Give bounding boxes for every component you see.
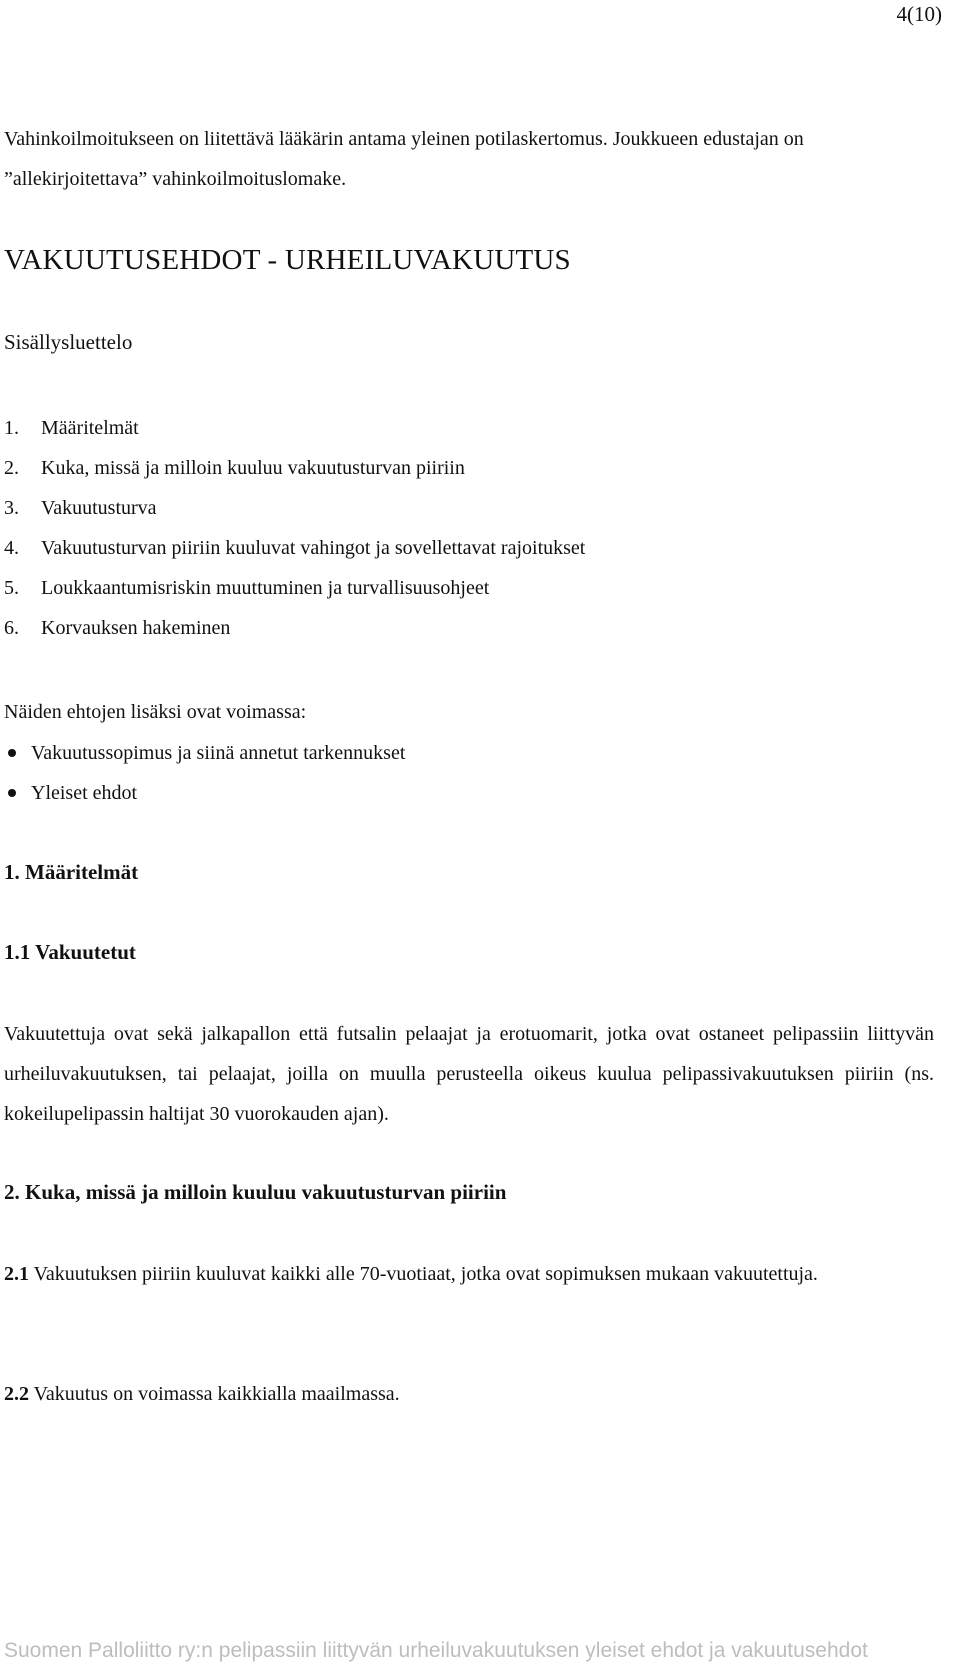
- additional-terms-list: [4, 733, 405, 813]
- list-item-label: Yleiset ehdot: [31, 782, 138, 804]
- toc-item-number: 6.: [4, 617, 19, 639]
- toc-item-number: 3.: [4, 497, 19, 519]
- toc-item-number: 4.: [4, 537, 19, 559]
- clause-text: Vakuutus on voimassa kaikkialla maailmassa.: [33, 1383, 400, 1405]
- toc-item: [4, 408, 585, 448]
- toc-item-label: Kuka, missä ja milloin kuuluu vakuutusturvan piiriin: [41, 457, 465, 479]
- clause-number: 2.2: [4, 1383, 29, 1405]
- section-heading: 2. Kuka, missä ja milloin kuuluu vakuutusturvan piiriin: [4, 1180, 507, 1204]
- clause-paragraph: [4, 1254, 934, 1294]
- insured-definition-paragraph: Vakuutettuja ovat sekä jalkapallon että futsalin pelaajat ja erotuomarit, jotka ovat ostaneet pelipassiin liittyvän urheiluvakuutuksen, tai pelaajat, joilla on muulla perusteella oikeus kuulua pelipassivakuutuksen piiriin (ns. kokeilupelipassin haltijat 30 vuorokauden ajan).: [4, 1023, 934, 1125]
- toc-item-label: Korvauksen hakeminen: [41, 617, 231, 639]
- toc-item-number: 5.: [4, 577, 19, 599]
- page-footer: Suomen Palloliitto ry:n pelipassiin liittyvän urheiluvakuutuksen yleiset ehdot ja vakuutusehdot: [4, 1639, 868, 1662]
- list-item: [4, 733, 405, 773]
- list-item: [4, 773, 405, 813]
- toc-item-number: 2.: [4, 457, 19, 479]
- toc-item: [4, 528, 585, 568]
- toc-item: [4, 448, 585, 488]
- additional-terms-intro: Näiden ehtojen lisäksi ovat voimassa:: [4, 701, 307, 723]
- subsection-heading: 1.1 Vakuutetut: [4, 940, 136, 964]
- toc-item-label: Vakuutusturvan piiriin kuuluvat vahingot ja sovellettavat rajoitukset: [41, 537, 586, 559]
- clause-paragraph: [4, 1374, 934, 1414]
- toc-item: [4, 568, 585, 608]
- toc-item-number: 1.: [4, 417, 19, 439]
- page-number: 4(10): [896, 2, 942, 26]
- intro-paragraph: Vahinkoilmoitukseen on liitettävä lääkärin antama yleinen potilaskertomus. Joukkueen edustajan on ”allekirjoitettava” vahinkoilmoituslomake.: [4, 128, 804, 190]
- table-of-contents: [4, 408, 585, 648]
- clause-text: Vakuutuksen piiriin kuuluvat kaikki alle 70-vuotiaat, jotka ovat sopimuksen mukaan vakuutettuja.: [33, 1263, 818, 1285]
- toc-item-label: Vakuutusturva: [41, 497, 157, 519]
- bullet-icon: [8, 749, 16, 757]
- toc-item-label: Loukkaantumisriskin muuttuminen ja turvallisuusohjeet: [41, 577, 490, 599]
- toc-item-label: Määritelmät: [41, 417, 139, 439]
- clause-number: 2.1: [4, 1263, 29, 1285]
- toc-item: [4, 608, 585, 648]
- list-item-label: Vakuutussopimus ja siinä annetut tarkennukset: [31, 742, 406, 764]
- document-title: VAKUUTUSEHDOT - URHEILUVAKUUTUS: [4, 244, 571, 276]
- section-heading: 1. Määritelmät: [4, 860, 139, 884]
- bullet-icon: [8, 789, 16, 797]
- toc-item: [4, 488, 585, 528]
- toc-title: Sisällysluettelo: [4, 330, 133, 354]
